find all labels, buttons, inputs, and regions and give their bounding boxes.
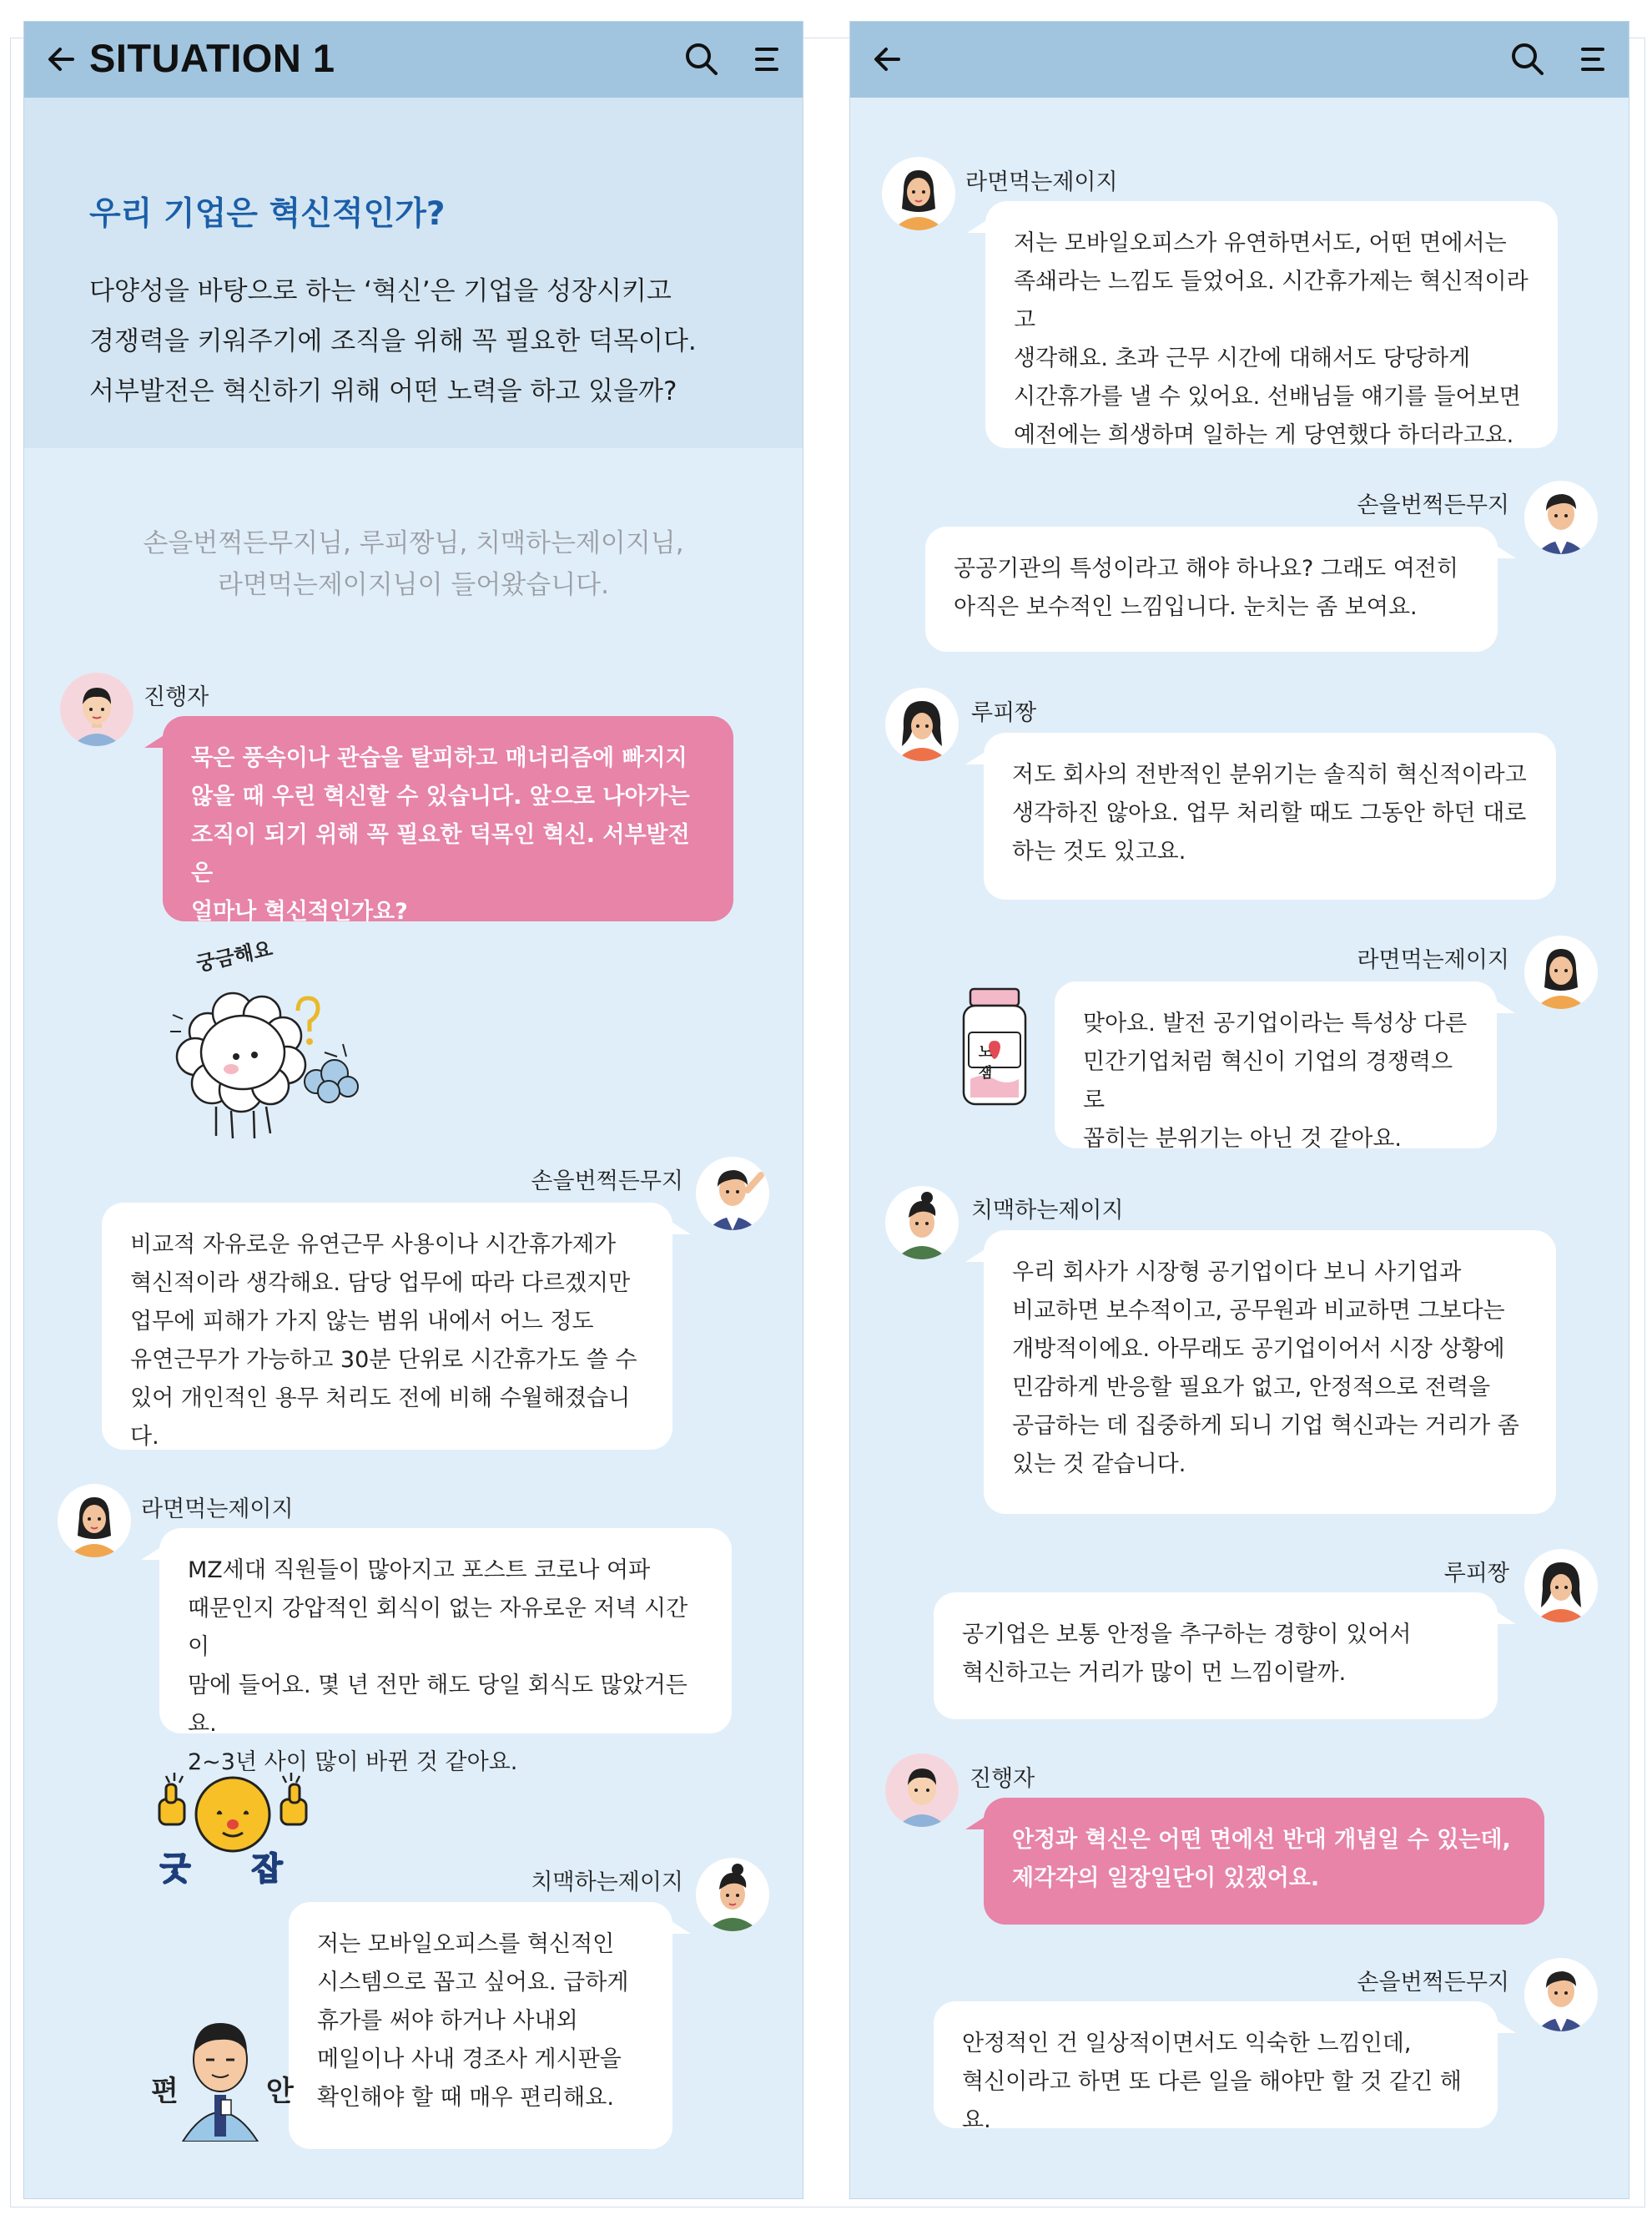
message-line: 때문인지 강압적인 회식이 없는 자유로운 저녁 시간이 [188,1596,688,1660]
chat-bubble-luffy [984,733,1556,900]
message-line: 하는 것도 있고요. [1012,839,1186,865]
chat-bubble-host [984,1798,1544,1925]
speaker-name: 루피짱 [1443,1561,1509,1587]
avatar-ramen[interactable] [882,157,955,230]
intro-text [89,266,773,416]
message-line: 혁신적이라 생각해요. 담당 업무에 따라 다르겠지만 [130,1270,631,1296]
message-line: 유연근무가 가능하고 30분 단위로 시간휴가도 쓸 수 [130,1347,637,1373]
intro-line: 다양성을 바탕으로 하는 ‘혁신’은 기업을 성장시키고 [89,276,672,306]
avatar-muji[interactable] [696,1157,769,1230]
avatar-muji[interactable] [1524,1958,1598,2031]
bubble-tail [965,1247,989,1262]
speaker-name: 치맥하는제이지 [531,1869,683,1895]
search-icon[interactable] [682,40,721,78]
message-line: 제각각의 일장일단이 있겠어요. [1012,1865,1320,1891]
sticker-caption: 노잼 [978,1044,1011,1082]
intro-heading: 우리 기업은 혁신적인가? [89,195,446,233]
message-line: 2~3년 사이 많이 바뀐 것 같아요. [188,1749,518,1775]
curious-poodle-sticker [149,936,375,1148]
intro-section [24,98,803,448]
search-icon[interactable] [1508,40,1547,78]
back-arrow-icon[interactable] [869,40,907,78]
message-line: 얼마나 혁신적인가요? [191,899,408,925]
speaker-name: 치맥하는제이지 [971,1198,1124,1224]
chat-bubble-muji [925,527,1498,652]
chat-bubble-ramen [1055,981,1497,1152]
message-line: 비교적 자유로운 유연근무 사용이나 시간휴가제가 [130,1232,617,1258]
sticker-caption: 궁금해요 [194,936,275,976]
bubble-tail [667,1919,691,1934]
message-line: 업무에 피해가 가지 않는 범위 내에서 어느 정도 [130,1309,594,1335]
message-line: 시간휴가를 낼 수 있어요. 선배님들 얘기를 들어보면 [1014,384,1521,410]
chat-screen-left [23,21,803,2199]
sticker-caption: 안 [266,2075,294,2108]
message-line: 않을 때 우린 혁신할 수 있습니다. 앞으로 나아가는 [191,784,690,810]
speaker-name: 라면먹는제이지 [965,169,1118,195]
intro-line: 서부발전은 혁신하기 위해 어떤 노력을 하고 있을까? [89,376,677,406]
comfortable-worker-sticker [149,1991,294,2142]
speaker-name: 손을번쩍든무지 [1357,492,1509,518]
chat-bubble-host [163,716,733,925]
message-line: 안정과 혁신은 어떤 면에선 반대 개념일 수 있는데, [1012,1827,1511,1853]
message-line: 비교하면 보수적이고, 공무원과 비교하면 그보다는 [1012,1298,1505,1324]
bubble-tail [1492,998,1515,1013]
top-bar [24,22,803,98]
bubble-tail [667,1219,691,1234]
avatar-host[interactable] [60,673,133,746]
message-line: MZ세대 직원들이 많아지고 포스트 코로나 여파 [188,1557,651,1583]
message-line: 휴가를 써야 하거나 사내외 [317,2008,578,2034]
message-line: 공급하는 데 집중하게 되니 기업 혁신과는 거리가 좀 [1012,1413,1519,1439]
bubble-tail [1493,543,1516,558]
hamburger-menu-icon[interactable] [749,42,784,77]
avatar-luffy[interactable] [885,688,959,761]
message-line: 있어 개인적인 용무 처리도 전에 비해 수월해졌습니다. [130,1385,631,1450]
message-line: 공공기관의 특성이라고 해야 하나요? 그래도 여전히 [954,556,1458,582]
sticker-caption: 편 [151,2075,179,2108]
message-line: 생각하진 않아요. 업무 처리할 때도 그동안 하던 대로 [1012,800,1527,826]
chat-bubble-muji [102,1203,672,1450]
message-line: 혁신이라고 하면 또 다른 일을 해야만 할 것 같긴 해요. [962,2069,1462,2133]
message-line: 공기업은 보통 안정을 추구하는 경향이 있어서 [962,1622,1412,1647]
message-line: 있는 것 같습니다. [1012,1451,1186,1477]
screen-title: SITUATION 1 [89,36,335,80]
avatar-host[interactable] [885,1753,959,1827]
message-line: 저는 모바일오피스가 유연하면서도, 어떤 면에서는 [1014,230,1507,256]
sticker-caption: 굿 잡 [159,1850,308,1887]
bubble-tail [144,733,168,748]
message-line: 메일이나 사내 경조사 게시판을 [317,2046,622,2072]
message-line: 저도 회사의 전반적인 분위기는 솔직히 혁신적이라고 [1012,762,1527,788]
avatar-muji[interactable] [1524,481,1598,554]
chat-bubble-chimaek [289,1902,672,2149]
speaker-name: 라면먹는제이지 [141,1496,294,1522]
message-line: 개방적이에요. 아무래도 공기업이어서 시장 상황에 [1012,1336,1505,1362]
chat-bubble-ramen [985,201,1558,448]
avatar-chimaek[interactable] [885,1186,959,1259]
intro-line: 경쟁력을 키워주기에 조직을 위해 꼭 필요한 덕목이다. [89,326,697,356]
message-line: 맘에 들어요. 몇 년 전만 해도 당일 회식도 많았거든요. [188,1673,687,1737]
message-line: 민간기업처럼 혁신이 기업의 경쟁력으로 [1083,1049,1453,1113]
message-line: 맞아요. 발전 공기업이라는 특성상 다른 [1083,1011,1468,1037]
bubble-tail [141,1545,164,1560]
speaker-name: 루피짱 [971,700,1037,726]
speaker-name: 진행자 [144,684,209,710]
hamburger-menu-icon[interactable] [1575,42,1610,77]
bubble-tail [965,749,989,764]
system-line: 라면먹는제이지님이 들어왔습니다. [218,570,609,600]
bubble-tail [967,218,990,233]
chat-bubble-muji [934,2001,1498,2133]
message-line: 시스템으로 꼽고 싶어요. 급하게 [317,1970,629,1995]
message-line: 아직은 보수적인 느낌입니다. 눈치는 좀 보여요. [954,594,1418,620]
speaker-name: 손을번쩍든무지 [531,1168,683,1194]
back-arrow-icon[interactable] [43,40,81,78]
message-line: 예전에는 희생하며 일하는 게 당연했다 하더라고요. [1014,422,1514,448]
speaker-name: 라면먹는제이지 [1357,947,1509,973]
speaker-name: 손을번쩍든무지 [1357,1970,1509,1995]
chat-bubble-luffy [934,1592,1498,1719]
avatar-luffy[interactable] [1524,1549,1598,1622]
message-line: 묵은 풍속이나 관습을 탈피하고 매너리즘에 빠지지 [191,745,687,771]
message-line: 족쇄라는 느낌도 들었어요. 시간휴가제는 혁신적이라고 [1014,269,1529,333]
message-line: 꼽히는 분위기는 아닌 것 같아요. [1083,1126,1402,1152]
avatar-ramen[interactable] [58,1484,131,1557]
top-bar [850,22,1629,98]
chat-bubble-chimaek [984,1230,1556,1514]
good-job-sticker [149,1766,316,1887]
bubble-tail [965,1814,989,1829]
message-line: 저는 모바일오피스를 혁신적인 [317,1931,615,1957]
jam-jar-sticker [957,986,1032,1111]
avatar-chimaek[interactable] [696,1858,769,1931]
message-line: 혁신하고는 거리가 많이 먼 느낌이랄까. [962,1660,1347,1686]
chat-bubble-ramen [159,1528,732,1775]
message-line: 안정적인 건 일상적이면서도 익숙한 느낌인데, [962,2031,1412,2056]
bubble-tail [1493,2018,1516,2033]
message-line: 우리 회사가 시장형 공기업이다 보니 사기업과 [1012,1259,1462,1285]
avatar-ramen[interactable] [1524,936,1598,1009]
system-line: 손을번쩍든무지님, 루피짱님, 치맥하는제이지님, [143,528,684,558]
system-join-message [24,522,803,606]
message-line: 민감하게 반응할 필요가 없고, 안정적으로 전력을 [1012,1375,1491,1400]
chat-screen-right [849,21,1629,2199]
message-line: 조직이 되기 위해 꼭 필요한 덕목인 혁신. 서부발전은 [191,822,690,886]
message-line: 확인해야 할 때 매우 편리해요. [317,2085,614,2111]
speaker-name: 진행자 [970,1766,1035,1792]
bubble-tail [1493,1609,1516,1624]
message-line: 생각해요. 초과 근무 시간에 대해서도 당당하게 [1014,346,1471,371]
